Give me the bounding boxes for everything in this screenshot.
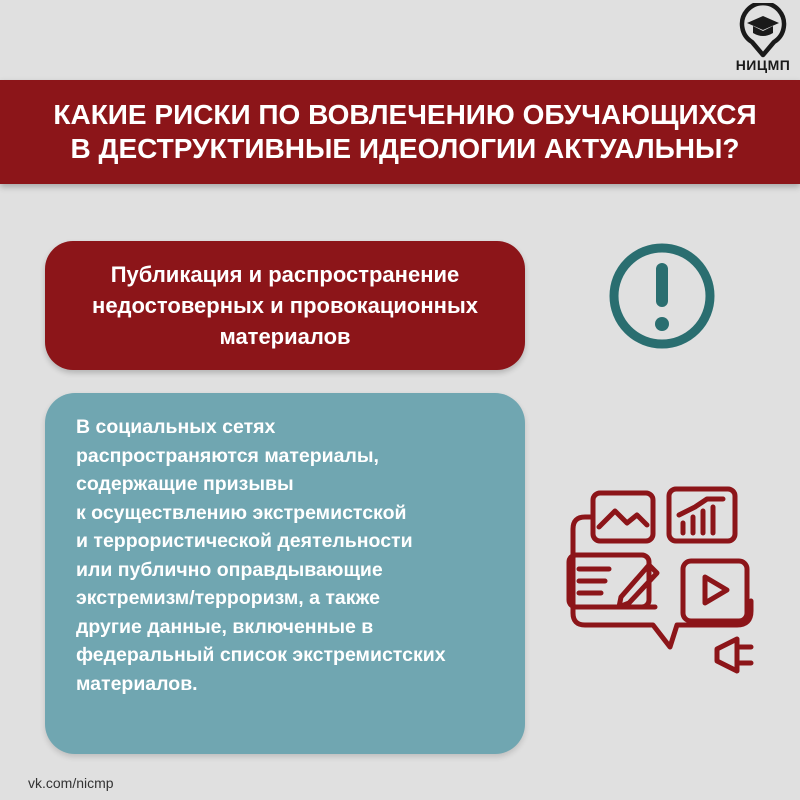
logo [726,0,800,80]
page-title: КАКИЕ РИСКИ ПО ВОВЛЕЧЕНИЮ ОБУЧАЮЩИХСЯ В ДЕСТРУКТИВНЫЕ ИДЕОЛОГИИ АКТУАЛЬНЫ? [53,99,757,164]
description-text: В социальных сетях распространяются материалы, содержащие призывы к осуществлению экстремистской и террористической деятельности или публично оправдывающие экстремизм/терроризм, а также другие данные, включенные в федеральный список экстремистских материалов. [76,416,446,695]
risk-card [45,241,525,370]
social-media-content-icon [565,485,765,685]
exclamation-circle-icon [607,241,717,351]
logo-text: НИЦМП [735,57,791,73]
graduation-cap-pin-icon [737,3,789,59]
title-banner [0,80,800,184]
footer-link[interactable]: vk.com/nicmp [28,775,114,791]
risk-title: Публикация и распространение недостоверных и провокационных материалов [92,262,478,349]
description-card [45,393,525,754]
